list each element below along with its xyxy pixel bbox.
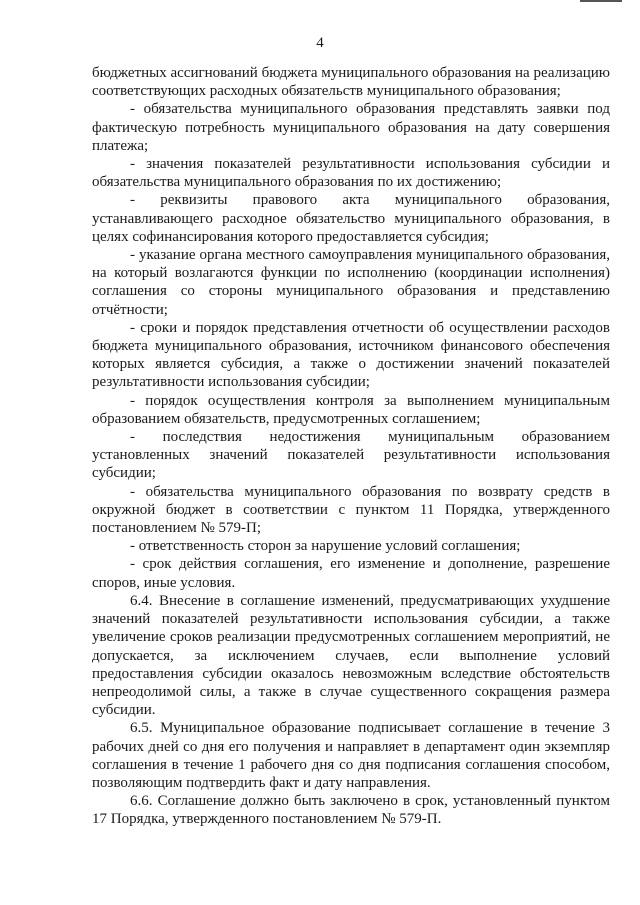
document-body — [92, 64, 610, 829]
list-item-indicators: - значения показателей результативности использования субсидии и обязательства муниципального образования по их достижению; — [92, 156, 610, 191]
list-item-requests: - обязательства муниципального образования представлять заявки под фактическую потребность муниципального образования на дату совершения платежа; — [92, 101, 610, 154]
list-item-refund: - обязательства муниципального образования по возврату средств в окружной бюджет в соответствии с пунктом 11 Порядка, утвержденного постановлением № 579-П; — [92, 483, 610, 537]
list-item-consequences: - последствия недостижения муниципальным образованием установленных значений показателей результативности использования субсидии; — [92, 429, 610, 482]
paragraph-continuation: бюджетных ассигнований бюджета муниципального образования на реализацию соответствующих расходных обязательств муниципального образования; — [92, 65, 610, 100]
list-item-term: - срок действия соглашения, его изменение и дополнение, разрешение споров, иные условия. — [92, 556, 610, 591]
list-item-control: - порядок осуществления контроля за выполнением муниципальным образованием обязательств, предусмотренных соглашением; — [92, 392, 610, 427]
list-item-authority: - указание органа местного самоуправления муниципального образования, на который возлагаются функции по исполнению (координации исполнения) соглашения со стороны муниципального образования и представлению отчётности; — [92, 247, 610, 318]
list-item-legal-act: - реквизиты правового акта муниципального образования, устанавливающего расходное обязательство муниципального образования, в целях софинансирования которого предоставляется субсидия; — [92, 192, 610, 245]
list-item-reporting: - сроки и порядок представления отчетности об осуществлении расходов бюджета муниципального образования, источником финансового обеспечения которых является субсидия, а также о достижении значений показателей результативности использования субсидии; — [92, 319, 610, 391]
clause-6-5: 6.5. Муниципальное образование подписывает соглашение в течение 3 рабочих дней со дня его получения и направляет в департамент один экземпляр соглашения в течение 1 рабочего дня со дня подписания соглашения способом, позволяющим подтвердить факт и дату направления. — [92, 720, 610, 791]
list-item-liability: - ответственность сторон за нарушение условий соглашения; — [130, 538, 521, 555]
page-number: 4 — [316, 35, 324, 51]
corner-scan-mark — [580, 0, 622, 2]
clause-6-6: 6.6. Соглашение должно быть заключено в срок, установленный пунктом 17 Порядка, утвержденного постановлением № 579-П. — [92, 793, 610, 828]
clause-6-4: 6.4. Внесение в соглашение изменений, предусматривающих ухудшение значений показателей результативности использования субсидии, а также увеличение сроков реализации предусмотренных соглашением мероприятий, не допускается, за исключением случаев, если выполнение условий предоставления субсидии оказалось невозможным вследствие обстоятельств непреодолимой силы, а также в случае существенного сокращения размера субсидии. — [92, 592, 610, 719]
